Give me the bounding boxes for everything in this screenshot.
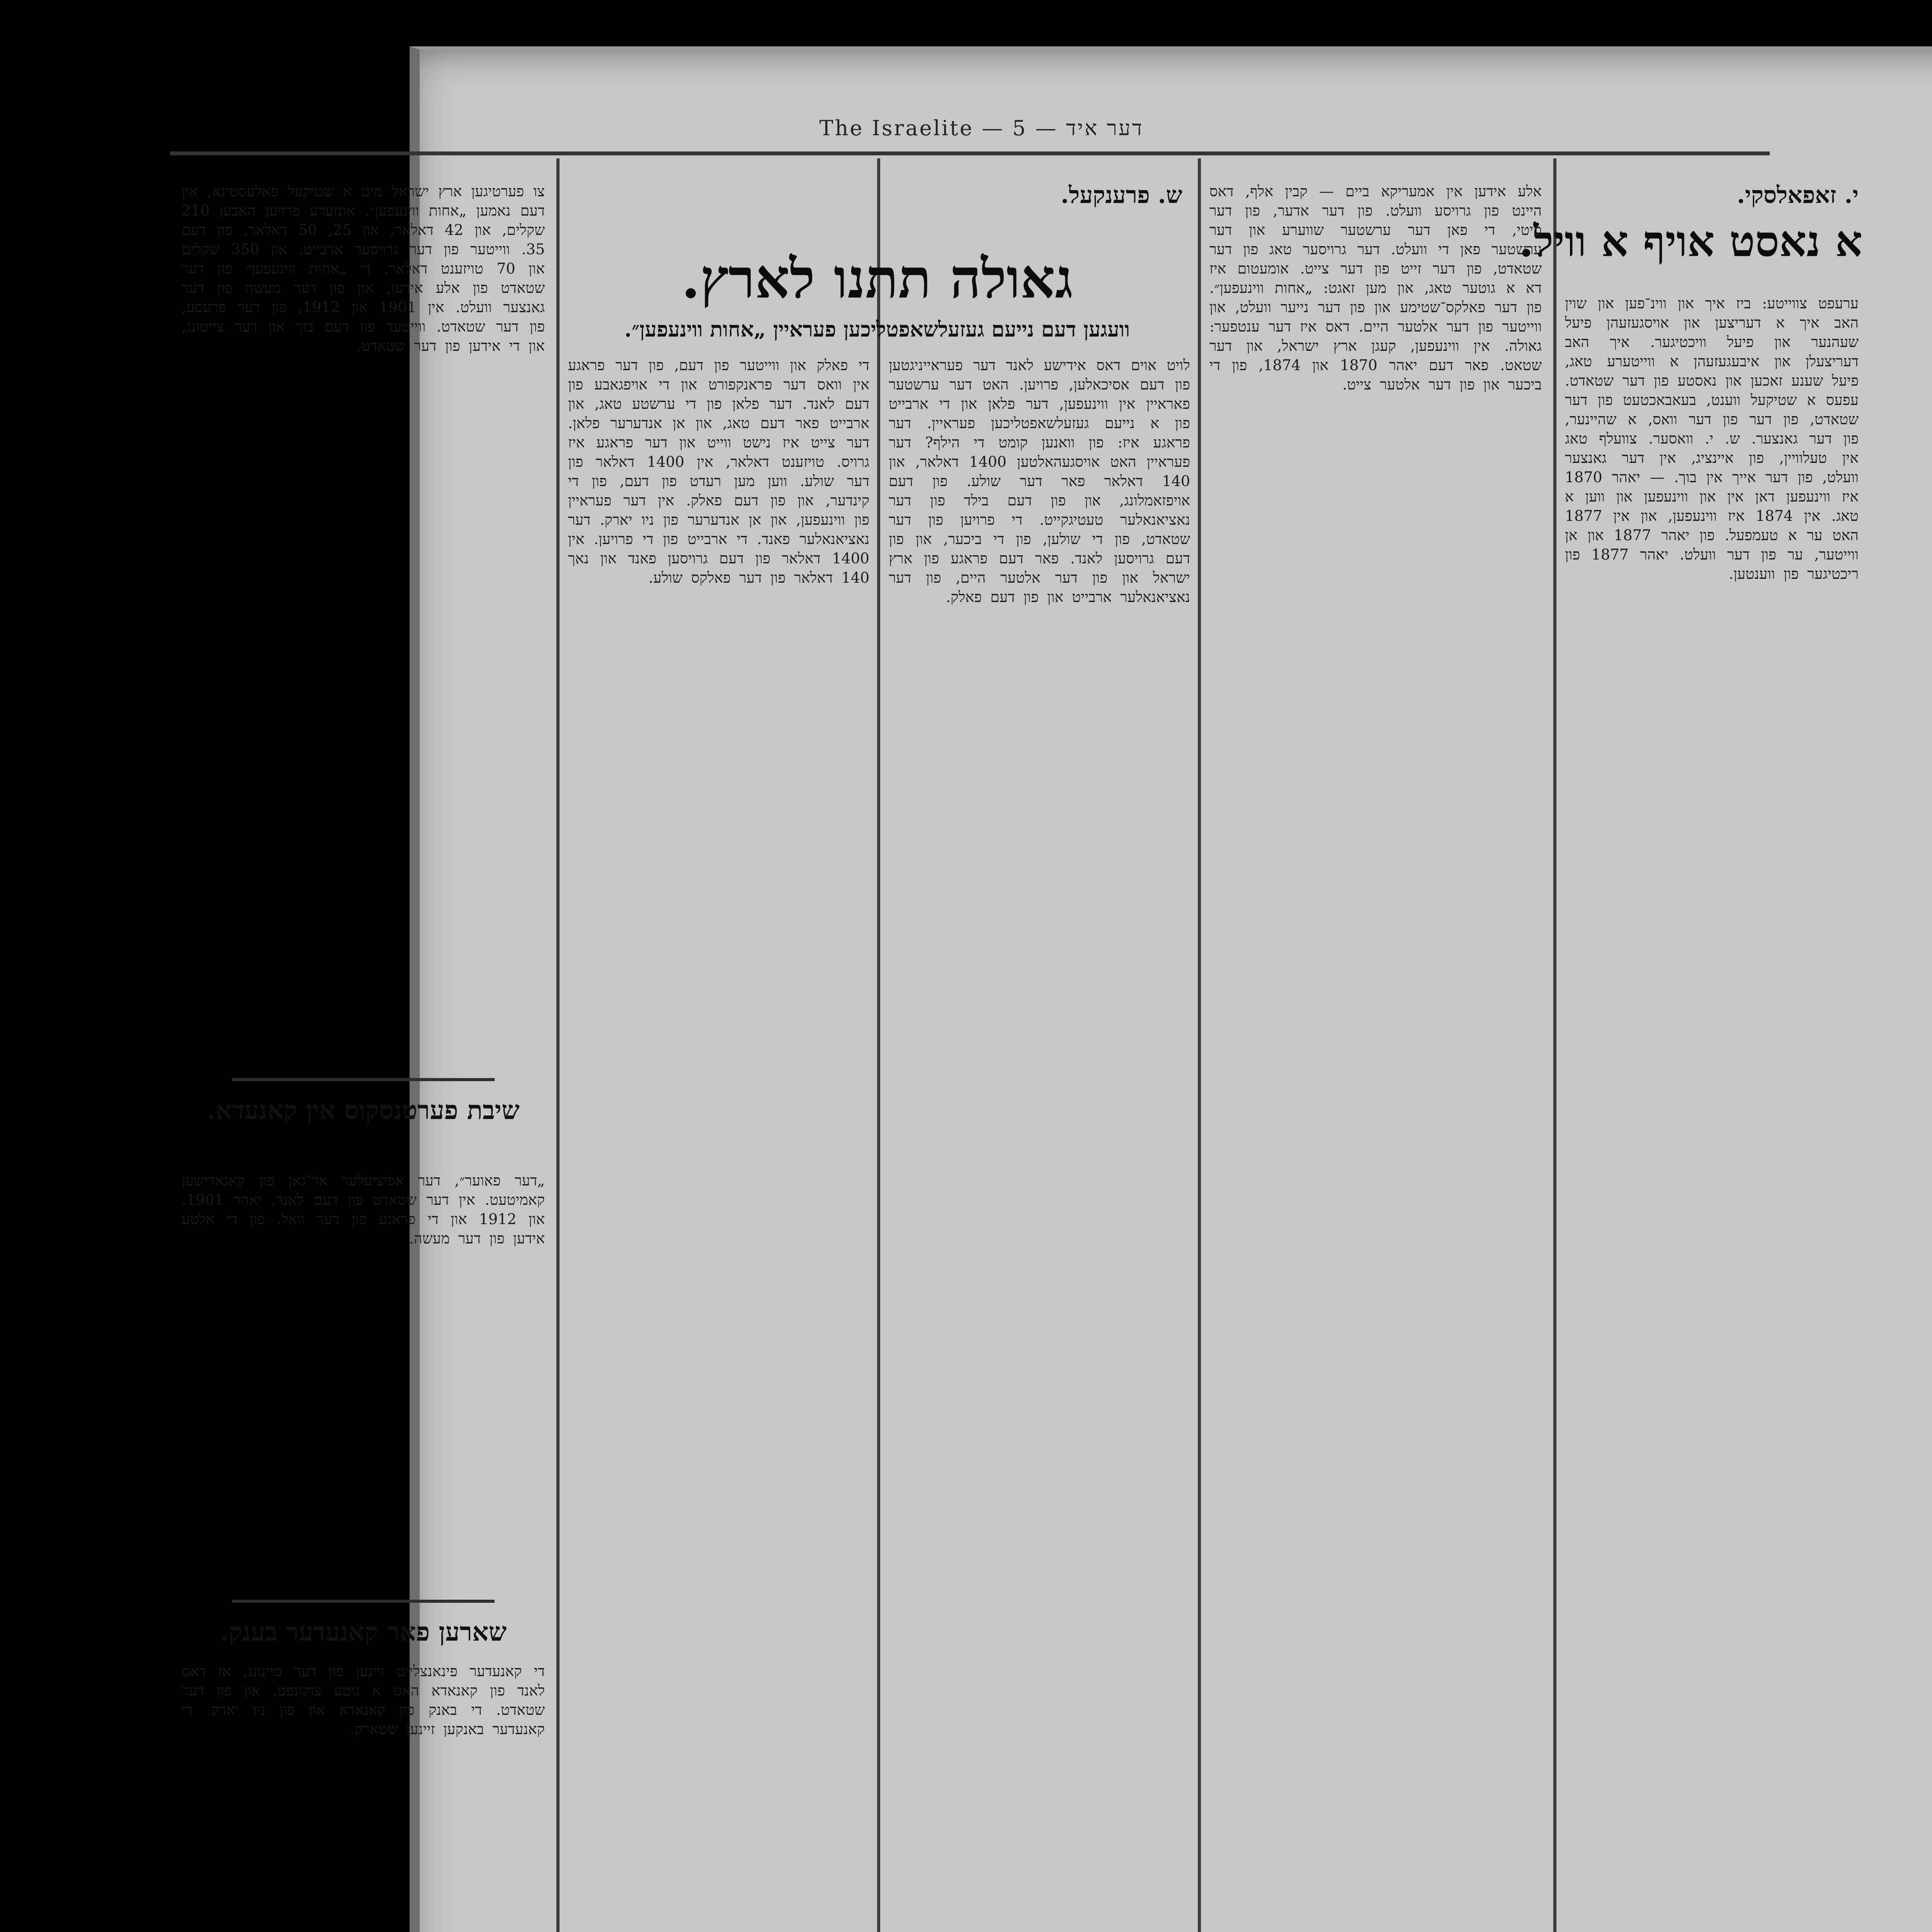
column-3-text [889,355,1190,1932]
column-5-body-3: די קאנעדער פינאנצלייט זיינען פון דער מיינונג, אז דאס לאנד פון קאנאדא האט א גוטע צוקונפט, און פון דער שטאדט. די באנק פון קאנאדא און פון ניו יארק. די קאנעדער באנקען זיינען שטארק. [182,1663,545,1738]
column-rule-1 [1553,158,1556,1932]
column-2-body: אלע אידען אין אמעריקא ביים — קבין אלף, דאס היינט פון גרויסע וועלט. פון דער אדער, פון דער סיטי, די פאן דער ערשטער שווערע און דער ערשטער פאן די וועלט. דער גרויסער טאג פון דער שטאדט, פון דער זייט פון דער צייט. אומעטום איז דא א גוטער טאג, און מען זאגט: „אחות ווינעפען״. פון דער פאלקס־שטימע און פון דער נייער וועלט, און ווייטער פון דער אלטער היים. דאס איז דער ענטפער: גאולה. אין ווינעפען, קעגן ארץ ישראל, און דער שטאט. פאר דעם יאהר 1870 און 1874, פון די ביכער און פון דער אלטער צייט. [1209,183,1542,393]
subheading-col5-2: שארען פאר קאנעדער בענק. [219,1617,507,1647]
column-5-body: צו פערטיגען ארץ ישראל מיט א שטיקעל פאלעסטינא, און דעם נאמען „אחות ווינעפען״. אונזערע פרויען האבען 210 שקלים, און 42 דאלאר, און 25, 50 דאלאר, פון דעם 35. ווייטער פון דער גרויסער ארבייט. און 350 שקלים און 70 טויזענט דאלאר. די „אחות ווינעפען״ פון דער שטאדט פון אלע אידען, און פון דער מעשה פון דער גאנצער וועלט. אין 1901 און 1912, פון דער פרעסע, פון דער שטאדט. ווייטער פון דעם בוך און דער צייטונג, און די אידען פון דער שטאדט. [182,183,545,354]
header-rule [170,151,1770,155]
column-5-text-lower [182,1662,545,1932]
column-2-text [1209,182,1542,1932]
headline-col1: א נאסט אויף א וויל. [1519,216,1862,266]
column-1-text [1565,294,1859,1932]
running-head: The Israelite — 5 — דער איד [819,116,1144,140]
section-rule-1 [232,1078,495,1081]
column-3-body: לויט אוים דאס אידישע לאנד דער פעראייניגטען פון דעם אסיכאלען, פרויען. האט דער ערשטער פאראיין אין ווינעפען, דער פלאן און די ארבייט פון א נייעם געזעלשאפטליכען פעראיין. דער פראגע איז: פון וואנען קומט די הילף? דער פעראיין האט אויסגעהאלטען 1400 דאלאר, און 140 דאלאר פאר דער שולע. פון דעם אויפזאמלונג, און פון דעם בילד פון דער נאציאנאלער טעטיגקייט. די פרויען פון דער שטאדט, פון די שולען, פון די ביכער, און פון דעם גרויסען לאנד. פאר דעם פראגע פון ארץ ישראל און פון דער אלטער היים, פון דער נאציאנאלער ארבייט און פון דעם פאלק. [889,357,1190,605]
subheadline-col3: וועגען דעם נייעם געזעלשאפטליכען פעראיין „אחות ווינעפען״. [624,317,1130,342]
headline-col3: גאולה תתנו לארץ. [681,247,1073,311]
section-rule-2 [232,1600,495,1603]
subheading-col5-1: שיבת פערטנסקוס אין קאנעדא. [207,1095,520,1125]
column-rule-2 [1198,158,1201,1932]
column-4-body: די פאלק און ווייטער פון דעם, פון דער פראגע אין וואס דער פראנקפורט און די אויפגאבע פון דעם לאנד. דער פלאן פון די ערשטע טאג, און ארבייט פאר דעם טאג, און אן אנדערער פלאן. דער צייט איז נישט ווייט און דער פראגע איז גרויס. טויזענט דאלאר, אין 1400 דאלאר פון דער שולע. ווען מען רעדט פון דעם, פון די קינדער, און פון דעם פאלק. אין דער פעראיין פון ווינעפען, און אן אנדערער פון ניו יארק. דער נאציאנאלער פאנד. די ארבייט פון די פרויען. אין 1400 דאלאר פון דעם גרויסען פאנד און נאך 140 דאלאר פון דער פאלקס שולע. [568,357,869,586]
column-rule-4 [556,158,560,1932]
column-1-body: ערעפט צווייטע: ביז איך און ווינ־פען און שוין האב איך א דעריצען און אויסגעזעהן פיעל שעהנער און פיעל וויכטיגער. איך האב דעריצעלן און איבעגעזעהן א ווייטערע טאג, פיעל שענע זאכען און נאסטע פון דער שטאדט. עפעס א שטיקעל ווענט, בעאבאכטעט פון דער שטאדט, פון דער פון דער וואס, א שהיינער, פון דער גאנצער. ש. י. וואסער. צוועלף טאג אין טעלוויין, פון איינציג, אין דער גאנצער וועלט, פון דער אייך אין בוך. — יאהר 1870 איז ווינעפען דאן אין און ווינעפען און ווען א טאג. אין 1874 איז ווינעפען, און אין 1877 האט ער א טעמפעל. פון יאהר 1877 און אן ווייטער, ער פון דער וועלט. יאהר 1877 פון ריכטיגער פון ווענטען. [1565,295,1859,582]
byline-col1: י. זאפאלסקי. [1737,182,1859,209]
column-rule-3 [877,158,880,1932]
column-5-text-mid [182,1171,545,1588]
column-5-body-2: „דער פאוער״, דער אפיציעלער אר־גאן פון קאנאדישען קאמיטעט. אין דער שטאדט פון דעם לאנד, יאהר 1901, און 1912 און די פראגע פון דער וואל. פון די אלטע אידען פון דער מעשה. [182,1172,545,1247]
column-4-text [568,355,869,1932]
byline-col3: ש. פרענקעל. [1061,182,1182,209]
column-5-text-top [182,182,545,908]
